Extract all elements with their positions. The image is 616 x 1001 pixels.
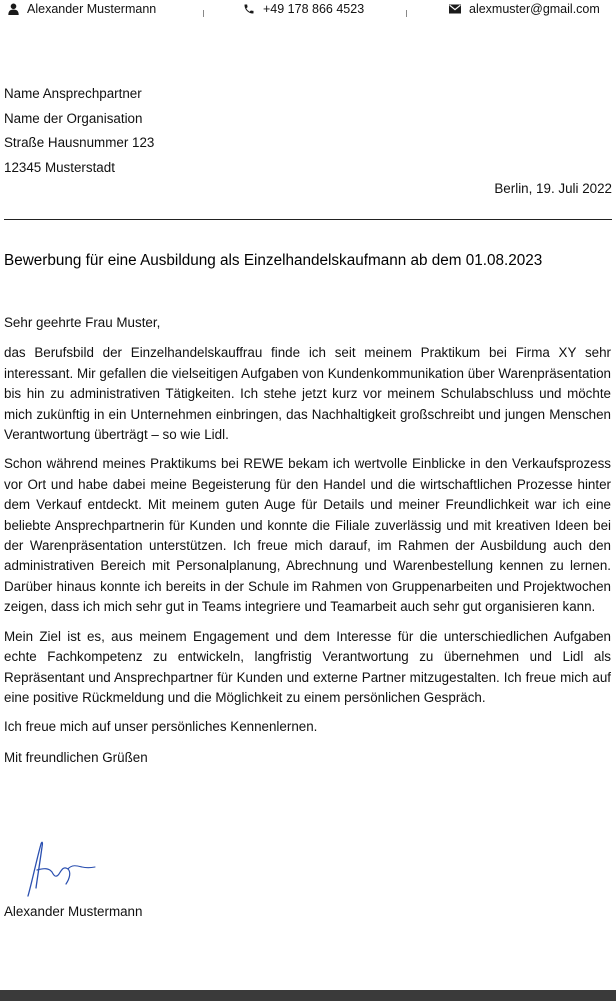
letter-body [4,313,611,768]
phone-icon [243,3,255,15]
signature-name: Alexander Mustermann [4,904,143,919]
header-phone[interactable]: +49 178 866 4523 [263,2,365,16]
recipient-address [4,82,154,181]
user-icon [8,3,19,15]
envelope-icon [449,4,461,14]
header-email[interactable]: alexmuster@gmail.com [469,2,600,16]
header-email-item [449,2,600,16]
header-divider [203,10,204,17]
letter-date: Berlin, 19. Juli 2022 [494,181,612,196]
footer-bar [0,990,616,1001]
header-phone-item [243,2,364,16]
body-paragraph: Mein Ziel ist es, aus meinem Engagement und dem Interesse für die unterschiedlichen Aufgaben echte Fachkompetenz zu entwickeln, langfristig Verantwortung zu übernehmen und Lidl als Repräsentant und Ansprechpartner für Kunden und externe Partner mitzugestalten. Ich freue mich auf eine positive Rückmeldung und die Möglichkeit zu einem persönlichen Gespräch. [4,628,611,705]
recipient-contact: Name Ansprechpartner [4,86,142,101]
subject-line: Bewerbung für eine Ausbildung als Einzelhandelskaufmann ab dem 01.08.2023 [4,252,543,269]
closing-phrase: Mit freundlichen Grüßen [4,749,148,765]
body-paragraph: das Berufsbild der Einzelhandelskauffrau finde ich seit meinem Praktikum bei Firma XY sehr interessant. Mir gefallen die vielseitigen Aufgaben von Kundenkommunikation über Warenpräsentation bis hin zu administrativen Tätigkeiten. Ich stehe jetzt kurz vor meinem Schulabschluss und möchte mich zukünftig in ein Unternehmen einbringen, das Nachhaltigkeit großschreibt und jungen Menschen Verantwortung überträgt – so wie Lidl. [4,345,611,443]
salutation: Sehr geehrte Frau Muster, [4,315,161,330]
contact-header [0,0,616,20]
signature-image [16,838,116,900]
divider-line [4,219,612,220]
body-paragraph: Schon während meines Praktikums bei REWE bekam ich wertvolle Einblicke in den Verkaufsprozess vor Ort und habe dabei meine Begeisterung für den Handel und die wirtschaftlichen Prozesse hinter dem Verkauf entdeckt. Mit meinem guten Auge für Details und meiner Freundlichkeit war ich eine beliebte Ansprechpartnerin für Kunden und konnte die Filiale zuverlässig und mit kreativen Ideen bei der Warenpräsentation unterstützen. Ich freue mich darauf, im Rahmen der Ausbildung auch den administrativen Bereich mit Personalplanung, Abrechnung und Warenbestellung kennen zu lernen. Darüber hinaus konnte ich bereits in der Schule im Rahmen von Gruppenarbeiten und Projektwochen zeigen, dass ich mich sehr gut in Teams integriere und Teamarbeit auch sehr gut organisieren kann. [4,456,611,615]
header-name: Alexander Mustermann [27,2,157,16]
header-divider [406,10,407,17]
recipient-organisation: Name der Organisation [4,110,143,126]
header-name-item [8,2,156,16]
closing-sentence: Ich freue mich auf unser persönliches Kennenlernen. [4,719,318,735]
recipient-street: Straße Hausnummer 123 [4,135,155,151]
recipient-city: 12345 Musterstadt [4,160,115,176]
